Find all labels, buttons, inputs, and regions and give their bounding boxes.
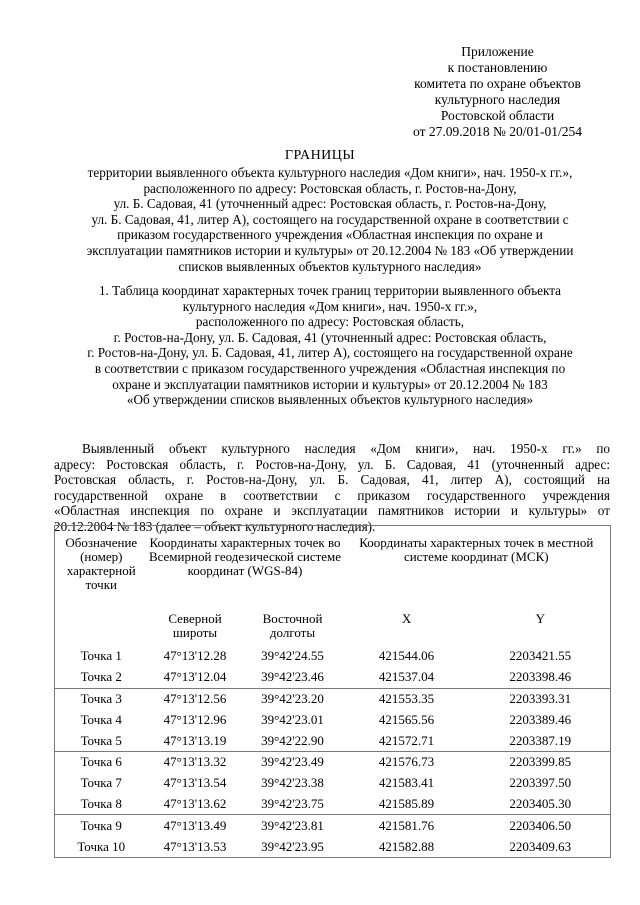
- cell-east: 39°42'23.81: [243, 815, 343, 836]
- header-wgs84: Координаты характерных точек во Всемирной геодезической системе координат (WGS-84): [148, 535, 342, 578]
- cell-north: 47°13'12.56: [148, 688, 243, 709]
- cell-point: Точка 5: [80, 732, 122, 748]
- appendix-line: Приложение: [461, 44, 534, 59]
- table-row: [55, 688, 611, 709]
- coordinates-table: [54, 525, 611, 858]
- cell-north: 47°13'13.54: [163, 775, 227, 791]
- cell-point: Точка 3: [55, 688, 148, 709]
- table-row: [55, 646, 611, 667]
- section-line: в соответствии с приказом государственного учреждения «Областная инспекция по: [94, 360, 566, 376]
- document-title: ГРАНИЦЫ: [284, 148, 356, 163]
- appendix-line: культурного наследия: [434, 92, 561, 107]
- cell-north: 47°13'12.96: [163, 711, 227, 727]
- section-heading: [40, 283, 620, 408]
- cell-x: 421581.76: [343, 815, 471, 836]
- header-point-designation: Обозначение (номер) характерной точки: [65, 535, 138, 592]
- table-row: [55, 794, 611, 815]
- cell-y: 2203409.63: [509, 838, 572, 854]
- paragraph-line: 20.12.2004 № 183 (далее – объект культурного наследия).: [54, 518, 376, 534]
- cell-east: 39°42'24.55: [261, 648, 324, 664]
- cell-east: 39°42'23.20: [243, 688, 343, 709]
- section-line: охране и эксплуатации памятников истории и культуры» от 20.12.2004 № 183: [112, 376, 548, 392]
- cell-east: 39°42'23.46: [261, 669, 324, 685]
- cell-point: Точка 7: [80, 775, 122, 791]
- cell-point: Точка 2: [80, 669, 122, 685]
- section-line: г. Ростов-на-Дону, ул. Б. Садовая, 41 (уточненный адрес: Ростовская область,: [113, 329, 547, 345]
- section-line: «Об утверждении списков выявленных объектов культурного наследия»: [126, 392, 534, 408]
- section-line: 1. Таблица координат характерных точек границ территории выявленного объекта: [98, 283, 562, 298]
- cell-x: 421583.41: [378, 775, 435, 791]
- cell-east: 39°42'23.49: [243, 751, 343, 772]
- cell-north: 47°13'12.28: [163, 648, 227, 664]
- header-empty: [55, 592, 148, 646]
- cell-x: 421553.35: [343, 688, 471, 709]
- table-header-row: [55, 526, 611, 593]
- cell-north: 47°13'13.53: [163, 838, 227, 854]
- header-east-longitude: Восточной долготы: [262, 611, 323, 640]
- table-row: [55, 667, 611, 688]
- paragraph-line: адресу: Ростовская область, г. Ростов-на-Дону, ул. Б. Садовая, 41 (уточненный адрес:: [54, 456, 610, 472]
- subtitle-line: эксплуатации памятников истории и культуры» от 20.12.2004 № 183 «Об утверждении: [86, 242, 574, 258]
- cell-x: 421582.88: [378, 838, 435, 854]
- table-row: [55, 751, 611, 772]
- header-msk: Координаты характерных точек в местной системе координат (МСК): [359, 535, 594, 564]
- cell-east: 39°42'23.38: [261, 775, 324, 791]
- body-paragraph: [54, 441, 610, 535]
- cell-north: 47°13'12.04: [163, 669, 227, 685]
- cell-y: 2203405.30: [509, 795, 572, 811]
- cell-north: 47°13'13.62: [163, 795, 227, 811]
- subtitle-line: расположенного по адресу: Ростовская область, г. Ростов-на-Дону,: [143, 180, 517, 196]
- cell-point: Точка 10: [77, 838, 126, 854]
- table-subheader-row: [55, 592, 611, 646]
- cell-north: 47°13'13.19: [163, 732, 227, 748]
- paragraph-line: «Областная инспекция по охране и эксплуатации памятников истории и культуры» от: [54, 503, 610, 519]
- header-north-latitude: Северной широты: [168, 611, 222, 640]
- subtitle-line: списков выявленных объектов культурного наследия»: [178, 258, 482, 274]
- appendix-block: [413, 44, 582, 140]
- paragraph-line: государственной охране в соответствии с приказом государственного учреждения: [54, 487, 610, 503]
- cell-x: 421544.06: [378, 648, 435, 664]
- table-row: [55, 709, 611, 730]
- cell-east: 39°42'23.01: [261, 711, 324, 727]
- cell-y: 2203421.55: [509, 648, 572, 664]
- cell-y: 2203389.46: [509, 711, 572, 727]
- header-x: X: [401, 611, 412, 626]
- appendix-line: Ростовской области: [440, 108, 555, 123]
- table-row: [55, 773, 611, 794]
- cell-point: Точка 8: [80, 795, 122, 811]
- section-line: культурного наследия «Дом книги», нач. 1950-х гг.»,: [182, 298, 478, 314]
- cell-y: 2203387.19: [509, 732, 572, 748]
- appendix-line: к постановлению: [447, 60, 548, 75]
- cell-point: Точка 4: [80, 711, 122, 727]
- cell-point: Точка 6: [55, 751, 148, 772]
- cell-y: 2203398.46: [509, 669, 572, 685]
- paragraph-line: Выявленный объект культурного наследия «Дом книги», нач. 1950-х гг.» по: [82, 441, 610, 456]
- table-row: [55, 730, 611, 751]
- cell-north: 47°13'13.32: [148, 751, 243, 772]
- cell-east: 39°42'23.95: [261, 838, 324, 854]
- cell-y: 2203406.50: [471, 815, 611, 836]
- cell-y: 2203399.85: [471, 751, 611, 772]
- cell-y: 2203393.31: [471, 688, 611, 709]
- subtitle-line: приказом государственного учреждения «Областная инспекция по охране и: [117, 227, 543, 243]
- cell-y: 2203397.50: [509, 775, 572, 791]
- table-row: [55, 815, 611, 836]
- cell-x: 421537.04: [378, 669, 435, 685]
- cell-point: Точка 1: [80, 648, 122, 664]
- cell-east: 39°42'22.90: [261, 732, 324, 748]
- table-row: [55, 836, 611, 857]
- subtitle-line: ул. Б. Садовая, 41 (уточненный адрес: Ростовская область, г. Ростов-на-Дону,: [113, 196, 547, 212]
- section-line: расположенного по адресу: Ростовская область,: [195, 314, 465, 330]
- subtitle-line: территории выявленного объекта культурного наследия «Дом книги», нач. 1950-х гг.»,: [87, 165, 573, 180]
- cell-east: 39°42'23.75: [261, 795, 324, 811]
- header-y: Y: [535, 611, 545, 626]
- appendix-line: от 27.09.2018 № 20/01-01/254: [413, 124, 582, 139]
- document-subtitle: [40, 165, 620, 274]
- subtitle-line: ул. Б. Садовая, 41, литер А), состоящего на государственной охране в соответствии с: [91, 211, 569, 227]
- cell-point: Точка 9: [55, 815, 148, 836]
- appendix-line: комитета по охране объектов: [414, 76, 581, 91]
- cell-x: 421565.56: [378, 711, 435, 727]
- cell-x: 421576.73: [343, 751, 471, 772]
- paragraph-line: Ростовская область, г. Ростов-на-Дону, ул. Б. Садовая, 41, литер А), состоящий на: [54, 472, 610, 488]
- section-line: г. Ростов-на-Дону, ул. Б. Садовая, 41, литер А), состоящего на государственной охране: [87, 345, 573, 361]
- cell-north: 47°13'13.49: [148, 815, 243, 836]
- cell-x: 421585.89: [378, 795, 435, 811]
- cell-x: 421572.71: [378, 732, 435, 748]
